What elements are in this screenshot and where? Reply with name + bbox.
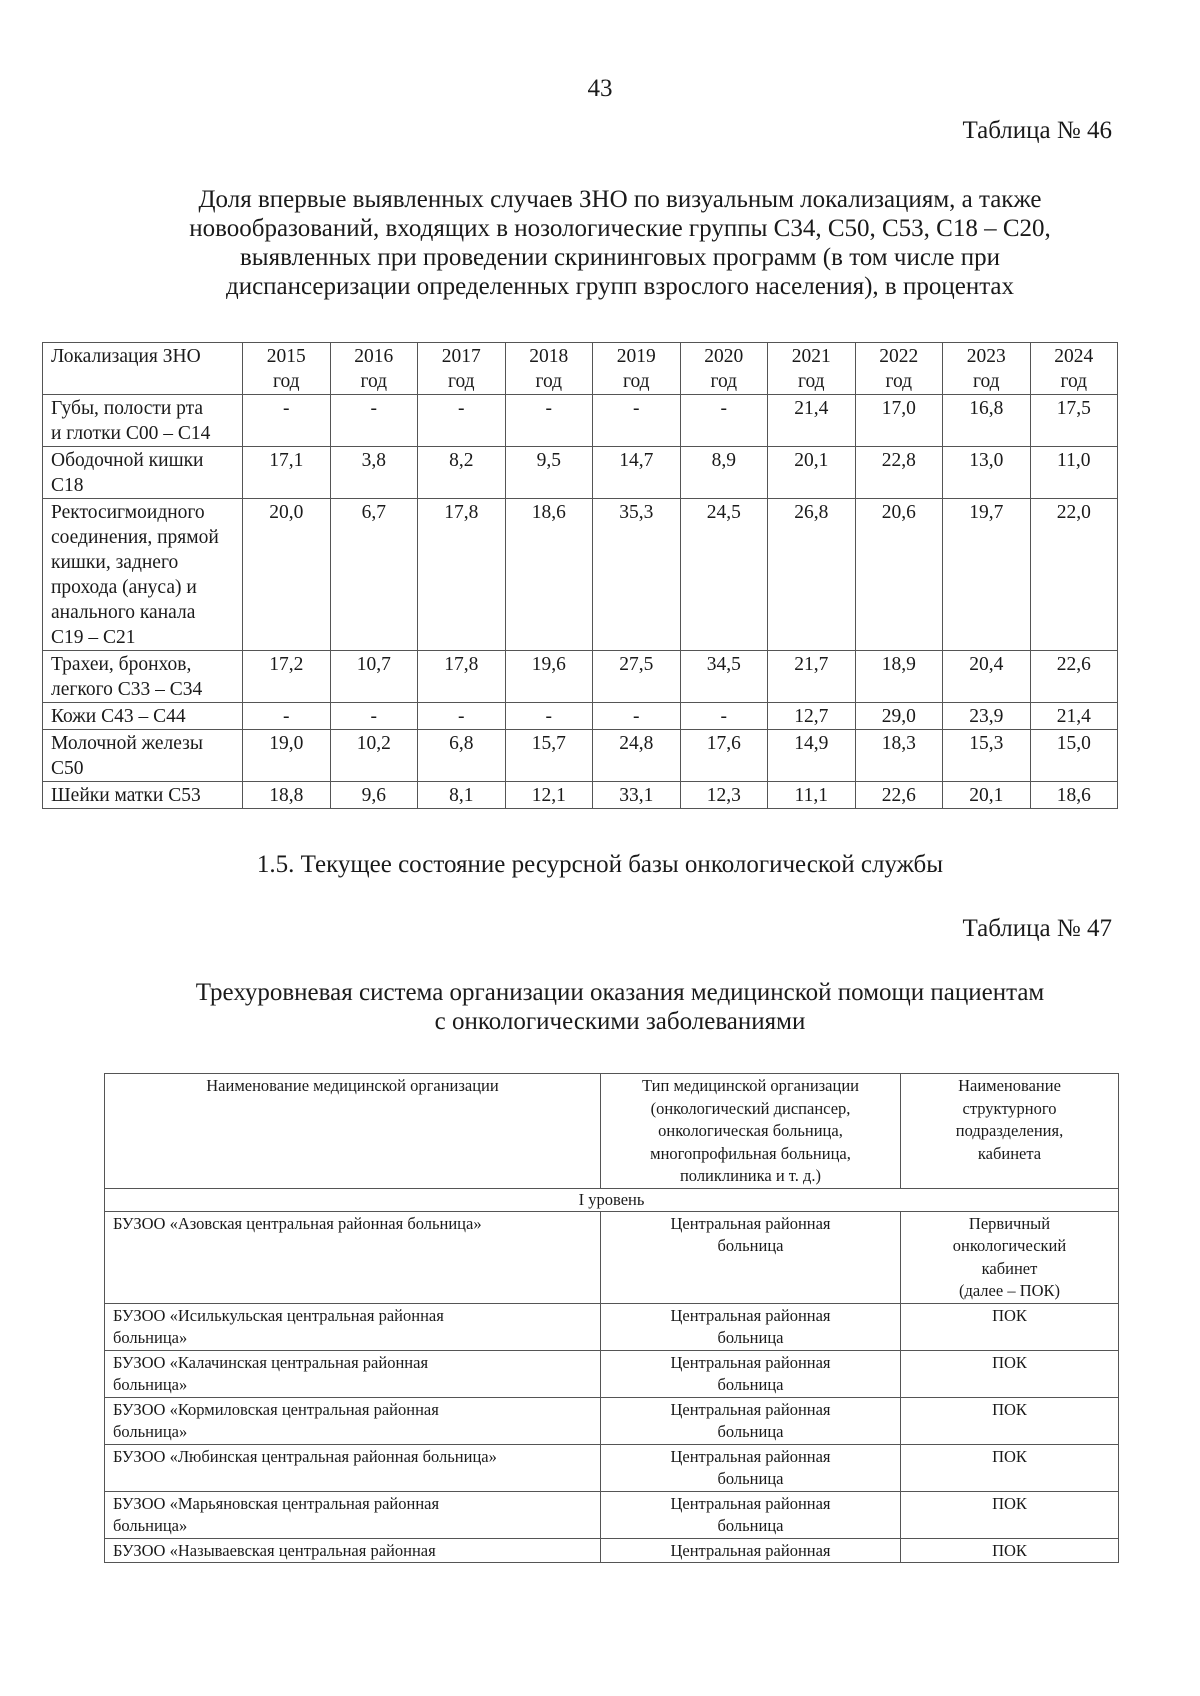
table-47-title <box>80 978 1160 1036</box>
table-cell: 11,1 <box>768 782 856 809</box>
column-header-year <box>855 343 943 395</box>
cell-line: Ободочной кишки <box>51 450 204 471</box>
title-line: Доля впервые выявленных случаев ЗНО по визуальным локализациям, а также <box>198 186 1042 213</box>
org-name <box>105 1397 601 1444</box>
org-name <box>105 1538 601 1563</box>
unit-name <box>901 1538 1119 1563</box>
column-header-year <box>243 343 331 395</box>
cell-line: Шейки матки С53 <box>51 785 201 806</box>
cell-line: больница <box>717 1469 784 1488</box>
cell-line: Центральная районная <box>670 1352 831 1372</box>
year-value: 2020 <box>704 346 744 367</box>
table-cell: 21,4 <box>768 395 856 447</box>
table-cell: 8,9 <box>680 447 768 499</box>
level-label: I уровень <box>105 1188 1119 1211</box>
table-cell: 27,5 <box>593 651 681 703</box>
table-cell: 22,6 <box>1030 651 1118 703</box>
table-cell: 21,7 <box>768 651 856 703</box>
table-row <box>43 499 1118 651</box>
table-cell: 34,5 <box>680 651 768 703</box>
table-cell: - <box>330 703 418 730</box>
table-row <box>43 395 1118 447</box>
column-header-year <box>418 343 506 395</box>
cell-line: ПОК <box>992 1540 1027 1560</box>
table-cell: 18,9 <box>855 651 943 703</box>
cell-line: Ректосигмоидного <box>51 502 205 523</box>
row-label <box>43 730 243 782</box>
column-header-year <box>1030 343 1118 395</box>
header-line: онкологическая больница, <box>658 1121 843 1140</box>
header-line: поликлиника и т. д.) <box>679 1166 822 1185</box>
column-header-year <box>768 343 856 395</box>
table-46-title <box>80 185 1160 301</box>
row-label <box>43 447 243 499</box>
year-suffix: год <box>535 371 563 392</box>
cell-line: соединения, прямой <box>51 527 219 548</box>
cell-line: больница» <box>113 1375 188 1394</box>
header-line: структурного <box>962 1098 1057 1118</box>
cell-line: больница <box>717 1516 784 1535</box>
table-cell: 19,6 <box>505 651 593 703</box>
cell-line: БУЗОО «Исилькульская центральная районная <box>113 1305 444 1325</box>
table-cell: 15,7 <box>505 730 593 782</box>
cell-line: ПОК <box>992 1352 1027 1372</box>
cell-line: онкологический <box>952 1236 1067 1255</box>
table-cell: 8,1 <box>418 782 506 809</box>
row-label <box>43 499 243 651</box>
table-cell: - <box>593 395 681 447</box>
year-suffix: год <box>797 371 825 392</box>
table-cell: - <box>505 703 593 730</box>
org-name <box>105 1491 601 1538</box>
cell-line: прохода (ануса) и <box>51 577 197 598</box>
year-suffix: год <box>360 371 388 392</box>
year-value: 2024 <box>1054 346 1094 367</box>
cell-line: ПОК <box>992 1446 1027 1466</box>
cell-line: Губы, полости рта <box>51 398 204 419</box>
table-cell: 19,0 <box>243 730 331 782</box>
table-47-caption: Таблица № 47 <box>962 915 1112 942</box>
table-cell: - <box>680 395 768 447</box>
cell-line: больница <box>717 1375 784 1394</box>
table-cell: - <box>418 703 506 730</box>
org-name <box>105 1211 601 1303</box>
table-cell: 33,1 <box>593 782 681 809</box>
table-row <box>43 730 1118 782</box>
table-cell: 19,7 <box>943 499 1031 651</box>
org-type <box>601 1303 901 1350</box>
table-cell: 3,8 <box>330 447 418 499</box>
cell-line: Кожи С43 – С44 <box>51 706 186 727</box>
cell-line: С18 <box>51 475 84 496</box>
table-cell: - <box>418 395 506 447</box>
column-header-type <box>601 1074 901 1189</box>
table-cell: 20,1 <box>768 447 856 499</box>
table-cell: 17,2 <box>243 651 331 703</box>
year-value: 2021 <box>791 346 831 367</box>
table-cell: 24,8 <box>593 730 681 782</box>
table-cell: 9,6 <box>330 782 418 809</box>
header-line: Наименование <box>958 1076 1061 1095</box>
table-cell: 24,5 <box>680 499 768 651</box>
year-value: 2023 <box>966 346 1006 367</box>
table-row <box>105 1397 1119 1444</box>
org-type <box>601 1397 901 1444</box>
table-header-row <box>105 1074 1119 1189</box>
column-header-unit <box>901 1074 1119 1189</box>
year-value: 2017 <box>441 346 481 367</box>
section-heading: 1.5. Текущее состояние ресурсной базы онкологической службы <box>256 851 944 878</box>
table-cell: - <box>243 703 331 730</box>
year-suffix: год <box>972 371 1000 392</box>
cell-line: больница <box>717 1328 784 1347</box>
year-value: 2015 <box>266 346 306 367</box>
page-number: 43 <box>587 75 613 102</box>
year-suffix: год <box>885 371 913 392</box>
column-header-year <box>593 343 681 395</box>
table-header-row <box>43 343 1118 395</box>
table-cell: 22,0 <box>1030 499 1118 651</box>
table-row <box>43 447 1118 499</box>
cell-line: и глотки С00 – С14 <box>51 423 211 444</box>
unit-name <box>901 1491 1119 1538</box>
column-header-year <box>330 343 418 395</box>
unit-name <box>901 1350 1119 1397</box>
table-cell: 18,6 <box>1030 782 1118 809</box>
table-cell: 22,6 <box>855 782 943 809</box>
table-cell: - <box>505 395 593 447</box>
table-cell: - <box>243 395 331 447</box>
cell-line: Трахеи, бронхов, <box>51 654 192 675</box>
title-line: новообразований, входящих в нозологические группы С34, С50, С53, С18 – С20, <box>189 215 1051 242</box>
table-cell: 6,8 <box>418 730 506 782</box>
column-header-year <box>943 343 1031 395</box>
header-line: кабинета <box>977 1143 1042 1163</box>
title-line: диспансеризации определенных групп взрослого населения), в процентах <box>225 273 1015 300</box>
unit-name <box>901 1444 1119 1491</box>
table-47 <box>104 1073 1119 1563</box>
table-cell: 35,3 <box>593 499 681 651</box>
header-line: Тип медицинской организации <box>641 1076 859 1095</box>
unit-name <box>901 1303 1119 1350</box>
table-cell: 11,0 <box>1030 447 1118 499</box>
cell-line: БУЗОО «Кормиловская центральная районная <box>113 1399 439 1419</box>
table-row <box>105 1491 1119 1538</box>
cell-line: больница» <box>113 1328 188 1347</box>
cell-line: ПОК <box>992 1493 1027 1513</box>
table-cell: 29,0 <box>855 703 943 730</box>
table-cell: 12,3 <box>680 782 768 809</box>
org-type <box>601 1211 901 1303</box>
title-line: с онкологическими заболеваниями <box>434 1008 806 1035</box>
table-cell: 8,2 <box>418 447 506 499</box>
year-value: 2016 <box>354 346 394 367</box>
org-type <box>601 1491 901 1538</box>
cell-line: С19 – С21 <box>51 627 136 648</box>
table-cell: 18,8 <box>243 782 331 809</box>
table-46-caption: Таблица № 46 <box>962 117 1112 144</box>
table-46 <box>42 342 1118 809</box>
column-header-year <box>505 343 593 395</box>
table-row <box>105 1350 1119 1397</box>
table-cell: 17,8 <box>418 651 506 703</box>
table-cell: 9,5 <box>505 447 593 499</box>
table-cell: 18,6 <box>505 499 593 651</box>
table-cell: 15,0 <box>1030 730 1118 782</box>
column-header-org: Наименование медицинской организации <box>105 1074 601 1189</box>
cell-line: ПОК <box>992 1305 1027 1325</box>
table-body <box>43 395 1118 809</box>
table-cell: 16,8 <box>943 395 1031 447</box>
table-cell: 20,6 <box>855 499 943 651</box>
title-line: выявленных при проведении скрининговых программ (в том числе при <box>239 244 1001 271</box>
org-name <box>105 1303 601 1350</box>
org-type <box>601 1538 901 1563</box>
column-header-year <box>680 343 768 395</box>
column-header-location: Локализация ЗНО <box>43 343 243 395</box>
table-cell: 17,5 <box>1030 395 1118 447</box>
cell-line: (далее – ПОК) <box>958 1281 1061 1300</box>
table-row <box>43 651 1118 703</box>
org-type <box>601 1444 901 1491</box>
cell-line: больница <box>717 1422 784 1441</box>
year-suffix: год <box>1060 371 1088 392</box>
year-suffix: год <box>272 371 300 392</box>
table-body <box>105 1188 1119 1563</box>
row-label <box>43 395 243 447</box>
cell-line: БУЗОО «Любинская центральная районная больница» <box>113 1446 497 1466</box>
table-cell: 20,4 <box>943 651 1031 703</box>
table-cell: 20,1 <box>943 782 1031 809</box>
cell-line: больница» <box>113 1422 188 1441</box>
year-value: 2018 <box>529 346 569 367</box>
cell-line: Первичный <box>968 1213 1051 1233</box>
row-label <box>43 782 243 809</box>
row-label <box>43 651 243 703</box>
table-cell: 13,0 <box>943 447 1031 499</box>
cell-line: больница <box>717 1236 784 1255</box>
cell-line: Центральная районная <box>670 1399 831 1419</box>
table-cell: 21,4 <box>1030 703 1118 730</box>
table-cell: 10,7 <box>330 651 418 703</box>
cell-line: ПОК <box>992 1399 1027 1419</box>
cell-line: Центральная районная <box>670 1446 831 1466</box>
table-cell: 23,9 <box>943 703 1031 730</box>
table-cell: - <box>330 395 418 447</box>
year-suffix: год <box>622 371 650 392</box>
table-cell: 14,7 <box>593 447 681 499</box>
table-cell: 22,8 <box>855 447 943 499</box>
cell-line: Молочной железы <box>51 733 203 754</box>
header-line: (онкологический диспансер, <box>650 1098 851 1118</box>
table-cell: 18,3 <box>855 730 943 782</box>
table-cell: 6,7 <box>330 499 418 651</box>
cell-line: анального канала <box>51 602 196 623</box>
cell-line: БУЗОО «Калачинская центральная районная <box>113 1352 429 1372</box>
level-row <box>105 1188 1119 1211</box>
table-row <box>105 1538 1119 1563</box>
table-cell: 17,6 <box>680 730 768 782</box>
table-cell: 26,8 <box>768 499 856 651</box>
cell-line: Центральная районная <box>670 1493 831 1513</box>
table-cell: 12,7 <box>768 703 856 730</box>
cell-line: легкого С33 – С34 <box>51 679 203 700</box>
year-value: 2022 <box>879 346 919 367</box>
row-label <box>43 703 243 730</box>
table-cell: - <box>680 703 768 730</box>
table-cell: 10,2 <box>330 730 418 782</box>
unit-name <box>901 1397 1119 1444</box>
header-line: подразделения, <box>955 1121 1064 1140</box>
table-cell: 14,9 <box>768 730 856 782</box>
year-value: 2019 <box>616 346 656 367</box>
org-name <box>105 1350 601 1397</box>
unit-name <box>901 1211 1119 1303</box>
cell-line: Центральная районная <box>670 1305 831 1325</box>
org-type <box>601 1350 901 1397</box>
year-suffix: год <box>710 371 738 392</box>
cell-line: БУЗОО «Азовская центральная районная больница» <box>113 1213 482 1233</box>
cell-line: кабинет <box>981 1258 1038 1278</box>
table-row <box>43 703 1118 730</box>
cell-line: БУЗОО «Называевская центральная районная <box>113 1540 436 1560</box>
header-line: многопрофильная больница, <box>650 1143 851 1163</box>
table-row <box>105 1211 1119 1303</box>
table-row <box>43 782 1118 809</box>
table-cell: 17,8 <box>418 499 506 651</box>
cell-line: Центральная районная <box>670 1213 831 1233</box>
table-cell: 15,3 <box>943 730 1031 782</box>
table-cell: 17,0 <box>855 395 943 447</box>
cell-line: С50 <box>51 758 84 779</box>
table-row <box>105 1303 1119 1350</box>
cell-line: Центральная районная <box>670 1540 831 1560</box>
title-line: Трехуровневая система организации оказания медицинской помощи пациентам <box>195 979 1045 1006</box>
cell-line: больница» <box>113 1516 188 1535</box>
table-cell: 17,1 <box>243 447 331 499</box>
cell-line: БУЗОО «Марьяновская центральная районная <box>113 1493 440 1513</box>
table-row <box>105 1444 1119 1491</box>
year-suffix: год <box>447 371 475 392</box>
table-cell: 12,1 <box>505 782 593 809</box>
cell-line: кишки, заднего <box>51 552 179 573</box>
table-cell: 20,0 <box>243 499 331 651</box>
table-cell: - <box>593 703 681 730</box>
org-name <box>105 1444 601 1491</box>
